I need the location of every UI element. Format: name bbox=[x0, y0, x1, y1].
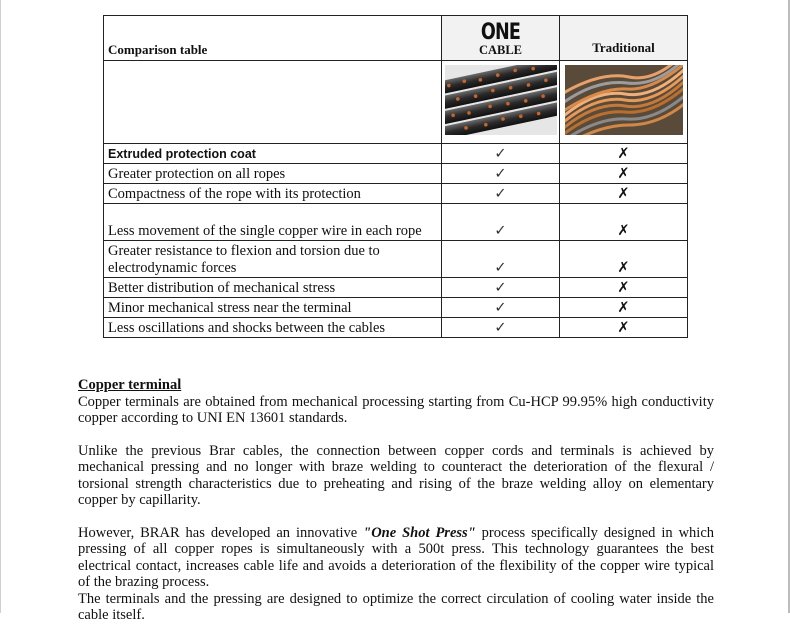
cross-icon: ✗ bbox=[560, 164, 688, 184]
table-row bbox=[104, 144, 688, 164]
feature-label: Minor mechanical stress near the terminal bbox=[104, 298, 442, 318]
cross-icon: ✗ bbox=[560, 144, 688, 164]
check-icon: ✓ bbox=[442, 318, 560, 338]
feature-label: Greater protection on all ropes bbox=[104, 164, 442, 184]
check-icon: ✓ bbox=[442, 184, 560, 204]
one-cable-image-cell bbox=[442, 61, 560, 144]
copper-terminal-section bbox=[78, 377, 714, 624]
table-row bbox=[104, 298, 688, 318]
image-row-label-cell bbox=[104, 61, 442, 144]
feature-label: Extruded protection coat bbox=[104, 144, 442, 164]
table-row bbox=[104, 204, 688, 241]
check-icon: ✓ bbox=[442, 204, 560, 241]
traditional-header: Traditional bbox=[560, 16, 688, 61]
paragraph-1: Copper terminals are obtained from mechanical processing starting from Cu-HCP 99.95% high conductivity copper according to UNI EN 13601 standards. bbox=[78, 393, 714, 426]
paragraph-4: The terminals and the pressing are designed to optimize the correct circulation of cooling water inside the cable itself. bbox=[78, 590, 714, 623]
check-icon: ✓ bbox=[442, 241, 560, 278]
check-icon: ✓ bbox=[442, 278, 560, 298]
table-row bbox=[104, 278, 688, 298]
traditional-cable-photo bbox=[565, 65, 683, 135]
one-cable-photo bbox=[445, 65, 557, 135]
feature-label: Better distribution of mechanical stress bbox=[104, 278, 442, 298]
cross-icon: ✗ bbox=[560, 278, 688, 298]
section-heading: Copper terminal bbox=[78, 377, 182, 393]
paragraph-3-start: However, BRAR has developed an innovative bbox=[78, 524, 364, 541]
table-row bbox=[104, 241, 688, 278]
cross-icon: ✗ bbox=[560, 184, 688, 204]
table-row bbox=[104, 184, 688, 204]
paragraph-3-end: process specifically designed in which pressing of all copper ropes is simultaneously with a 500t press. This technology guarantees the best electrical contact, increases cable life and avoids a deterioration of the flexibility of the copper wire typical of the brazing process. bbox=[78, 524, 715, 590]
feature-label: Greater resistance to flexion and torsion due to electrodynamic forces bbox=[104, 241, 442, 278]
cross-icon: ✗ bbox=[560, 318, 688, 338]
table-image-row bbox=[104, 61, 688, 144]
table-header-row bbox=[104, 16, 688, 61]
paragraph-2: Unlike the previous Brar cables, the connection between copper cords and terminals is achieved by mechanical pressing and no longer with braze welding to counteract the deterioration of the flexural / torsional strength characteristics due to preheating and rising of the braze welding alloy on elementary copper by capillarity. bbox=[78, 442, 714, 508]
one-cable-header bbox=[442, 16, 560, 61]
check-icon: ✓ bbox=[442, 144, 560, 164]
table-title: Comparison table bbox=[104, 16, 442, 61]
one-shot-press-term: "One Shot Press" bbox=[363, 524, 476, 541]
cross-icon: ✗ bbox=[560, 298, 688, 318]
cross-icon: ✗ bbox=[560, 204, 688, 241]
one-logo: ONE bbox=[480, 20, 521, 45]
check-icon: ✓ bbox=[442, 164, 560, 184]
paragraph-3 bbox=[78, 525, 714, 591]
feature-label: Less movement of the single copper wire in each rope bbox=[104, 204, 442, 241]
table-row bbox=[104, 318, 688, 338]
page-edge-left bbox=[0, 0, 1, 613]
one-cable-label: CABLE bbox=[478, 43, 523, 57]
table-row bbox=[104, 164, 688, 184]
traditional-cable-image-cell bbox=[560, 61, 688, 144]
check-icon: ✓ bbox=[442, 298, 560, 318]
comparison-table bbox=[103, 15, 688, 338]
cross-icon: ✗ bbox=[560, 241, 688, 278]
feature-label: Compactness of the rope with its protection bbox=[104, 184, 442, 204]
feature-label: Less oscillations and shocks between the cables bbox=[104, 318, 442, 338]
